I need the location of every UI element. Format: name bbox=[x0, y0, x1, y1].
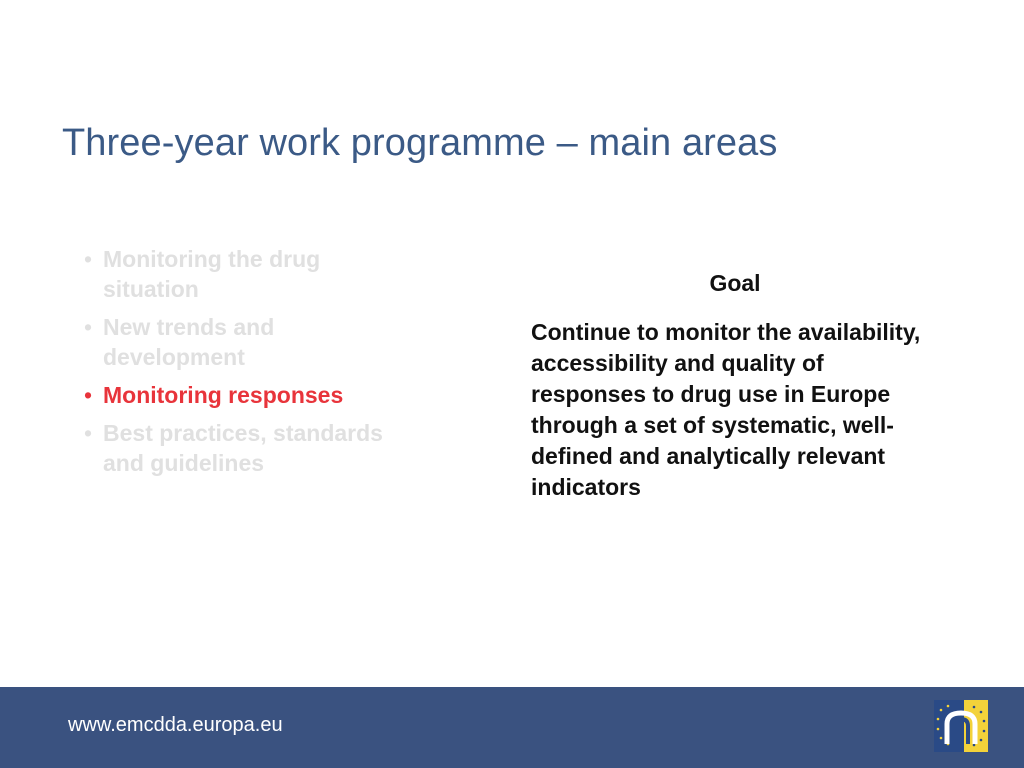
area-item bbox=[84, 312, 384, 372]
goal-text: Continue to monitor the availability, accessibility and quality of responses to drug use in Europe through a set of systematic, well-defined and analytically relevant indicators bbox=[531, 319, 921, 500]
slide-title: Three-year work programme – main areas bbox=[62, 122, 778, 164]
area-item bbox=[84, 418, 384, 478]
emcdda-logo-icon bbox=[934, 700, 988, 752]
bullet: • bbox=[84, 420, 93, 446]
area-item-label: Monitoring the drug situation bbox=[103, 246, 321, 302]
goal-heading: Goal bbox=[709, 270, 761, 296]
area-item-label: New trends and development bbox=[103, 314, 275, 370]
main-areas-list bbox=[84, 244, 384, 486]
bullet: • bbox=[84, 382, 93, 408]
bullet: • bbox=[84, 314, 93, 340]
footer-bar bbox=[0, 687, 1024, 768]
bullet: • bbox=[84, 246, 93, 272]
area-item-active bbox=[84, 380, 384, 410]
area-item-label: Best practices, standards and guidelines bbox=[103, 420, 383, 476]
area-item bbox=[84, 244, 384, 304]
footer-url: www.emcdda.europa.eu bbox=[68, 714, 283, 736]
area-item-label: Monitoring responses bbox=[103, 382, 344, 408]
